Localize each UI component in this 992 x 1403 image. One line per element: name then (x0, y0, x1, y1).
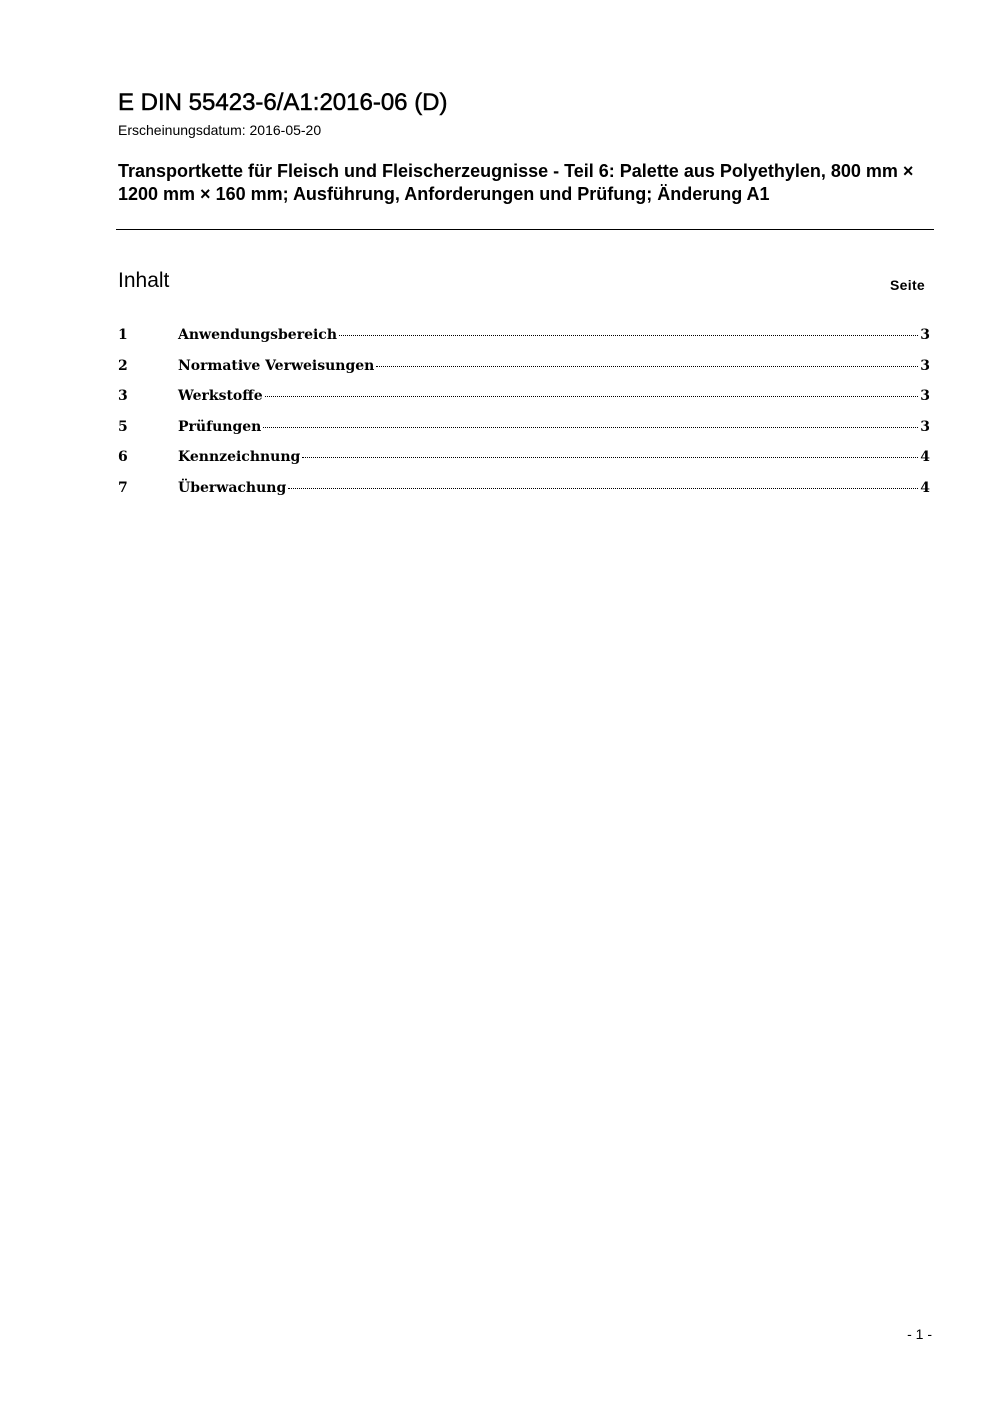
toc-entry-number: 3 (118, 388, 128, 404)
page-number: - 1 - (907, 1326, 932, 1342)
toc-entry-number: 6 (118, 449, 128, 465)
toc-entry-page: 4 (920, 479, 930, 496)
toc-entry-number: 2 (118, 357, 128, 374)
publication-date: Erscheinungsdatum: 2016-05-20 (118, 122, 322, 138)
toc-entry-title[interactable]: Prüfungen (178, 418, 262, 435)
toc-dot-leader (265, 396, 919, 397)
toc-entry-werkstoffe[interactable] (118, 386, 930, 417)
toc-entry-number: 7 (118, 479, 128, 496)
toc-page-column-label: Seite (890, 277, 925, 293)
toc-entry-page: 4 (920, 449, 930, 465)
toc-dot-leader (339, 335, 918, 336)
toc-entry-number: 5 (118, 418, 128, 435)
toc-dot-leader (302, 457, 918, 458)
toc-entry-title[interactable]: Überwachung (178, 479, 287, 496)
toc-entry-title[interactable]: Werkstoffe (178, 388, 263, 404)
title-divider (116, 229, 934, 230)
toc-entry-kennzeichnung[interactable] (118, 447, 930, 478)
table-of-contents (118, 325, 930, 508)
toc-entry-pruefungen[interactable] (118, 417, 930, 448)
toc-entry-title[interactable]: Normative Verweisungen (178, 357, 375, 374)
toc-entry-page: 3 (920, 388, 930, 404)
toc-dot-leader (263, 427, 918, 428)
toc-entry-page: 3 (920, 327, 930, 343)
toc-entry-title[interactable]: Anwendungsbereich (178, 327, 337, 343)
document-title: Transportkette für Fleisch und Fleischerzeugnisse - Teil 6: Palette aus Polyethylen, 800 mm × 1200 mm × 160 mm; Ausführung, Anforderungen und Prüfung; Änderung A1 (118, 161, 914, 204)
toc-entry-title[interactable]: Kennzeichnung (178, 449, 301, 465)
toc-dot-leader (376, 366, 918, 367)
toc-dot-leader (288, 488, 918, 489)
toc-entry-normative-verweisungen[interactable] (118, 356, 930, 387)
document-id: E DIN 55423-6/A1:2016-06 (D) (118, 89, 448, 116)
toc-entry-page: 3 (920, 418, 930, 435)
toc-entry-page: 3 (920, 357, 930, 374)
toc-entry-anwendungsbereich[interactable] (118, 325, 930, 356)
toc-heading: Inhalt (118, 269, 170, 292)
toc-entry-number: 1 (118, 327, 128, 343)
toc-entry-ueberwachung[interactable] (118, 478, 930, 509)
